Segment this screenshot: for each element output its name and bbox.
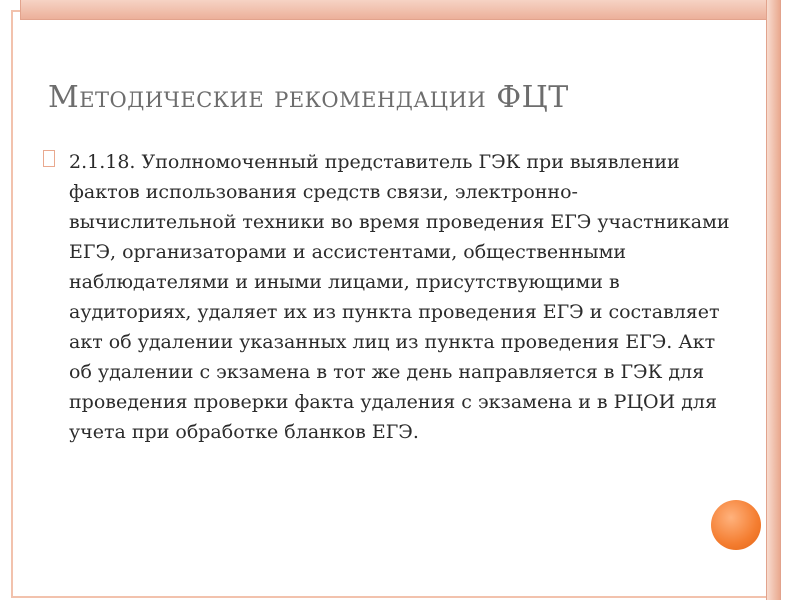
slide-content bbox=[43, 147, 733, 447]
bullet-icon bbox=[43, 150, 55, 167]
slide-body-text: 2.1.18. Уполномоченный представитель ГЭК при выявлении фактов использования средств связи, электронно-вычислительной техники во время проведения ЕГЭ участниками ЕГЭ, организаторами и ассистентами, общественными наблюдателями и иными лицами, присутствующими в аудиториях, удаляет их из пункта проведения ЕГЭ и составляет акт об удалении указанных лиц из пункта проведения ЕГЭ. Акт об удалении с экзамена в тот же день направляется в ГЭК для проведения проверки факта удаления с экзамена и в РЦОИ для учета при обработке бланков ЕГЭ. bbox=[69, 151, 730, 443]
slide-frame-right-stripe bbox=[766, 0, 781, 600]
slide-frame-top-stripe bbox=[20, 0, 783, 20]
slide-title: Методические рекомендации ФЦТ bbox=[48, 80, 569, 115]
decorative-circle bbox=[711, 500, 761, 550]
